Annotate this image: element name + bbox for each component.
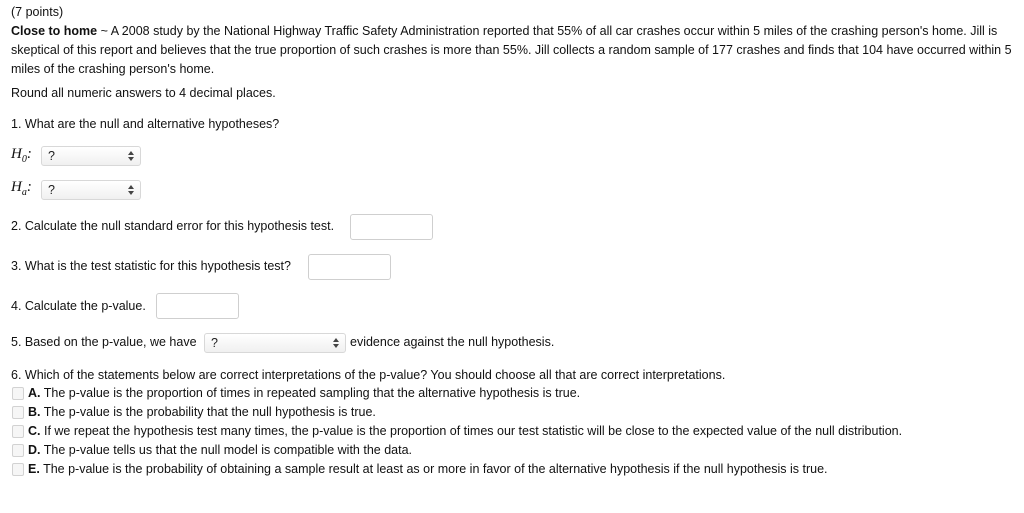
q2-label: 2. Calculate the null standard error for this hypothesis test. (11, 219, 335, 233)
h0-select-value: ? (48, 149, 55, 163)
option-text: If we repeat the hypothesis test many times, the p-value is the proportion of times our test statistic will be close to the expected value of the null distribution. (43, 424, 903, 438)
rounding-note: Round all numeric answers to 4 decimal places. (11, 86, 276, 100)
ha-colon: : (26, 179, 32, 195)
option-d[interactable] (28, 443, 412, 457)
q5-label: 5. Based on the p-value, we have (11, 335, 197, 349)
option-letter: D. (28, 443, 41, 457)
updown-arrow-icon (128, 151, 134, 161)
option-text: The p-value tells us that the null model is compatible with the data. (43, 443, 413, 457)
problem-text (11, 22, 1017, 79)
updown-arrow-icon (128, 185, 134, 195)
ha-subscript: a (21, 187, 27, 198)
option-letter: C. (28, 424, 41, 438)
q1-label: 1. What are the null and alternative hypotheses? (11, 117, 280, 131)
option-e-checkbox[interactable] (12, 463, 24, 476)
option-text: The p-value is the probability of obtaining a sample result at least as or more in favor of the alternative hypothesis if the null hypothesis is true. (43, 462, 828, 476)
option-text: The p-value is the proportion of times in repeated sampling that the alternative hypothesis is true. (43, 386, 581, 400)
option-a[interactable] (28, 386, 580, 400)
h0-symbol: H (11, 146, 22, 162)
option-text: The p-value is the probability that the null hypothesis is true. (43, 405, 376, 419)
q3-test-statistic-input[interactable] (308, 254, 391, 280)
problem-title: Close to home (11, 24, 98, 38)
problem-intro (11, 3, 1017, 79)
option-letter: B. (28, 405, 41, 419)
option-a-checkbox[interactable] (12, 387, 24, 400)
q5-evidence-select[interactable] (204, 333, 346, 353)
points-label: (7 points) (11, 5, 64, 19)
updown-arrow-icon (333, 338, 339, 348)
h0-subscript: 0 (21, 154, 27, 165)
ha-symbol: H (11, 179, 22, 195)
option-b-checkbox[interactable] (12, 406, 24, 419)
q2-standard-error-input[interactable] (350, 214, 433, 240)
q6-label: 6. Which of the statements below are correct interpretations of the p-value? You should choose all that are correct interpretations. (11, 368, 726, 382)
h0-select[interactable] (41, 146, 141, 166)
option-b[interactable] (28, 405, 376, 419)
option-d-checkbox[interactable] (12, 444, 24, 457)
title-separator: ~ (97, 24, 111, 38)
q5-suffix: evidence against the null hypothesis. (350, 335, 555, 349)
option-c-checkbox[interactable] (12, 425, 24, 438)
h0-label (11, 146, 32, 165)
problem-body: A 2008 study by the National Highway Traffic Safety Administration reported that 55% of all car crashes occur within 5 miles of the crashing person's home. Jill is skeptical of this report and believes that the true proportion of such crashes is more than 55%. Jill collects a random sample of 177 crashes and finds that 104 have occurred within 5 miles of the crashing person's home. (11, 24, 1012, 76)
option-letter: A. (28, 386, 41, 400)
option-c[interactable] (28, 424, 902, 438)
ha-label (11, 179, 32, 198)
h0-colon: : (26, 146, 32, 162)
option-e[interactable] (28, 462, 828, 476)
ha-select[interactable] (41, 180, 141, 200)
q3-label: 3. What is the test statistic for this hypothesis test? (11, 259, 291, 273)
q4-p-value-input[interactable] (156, 293, 239, 319)
ha-select-value: ? (48, 183, 55, 197)
q4-label: 4. Calculate the p-value. (11, 299, 146, 313)
q5-select-value: ? (211, 336, 218, 350)
option-letter: E. (28, 462, 40, 476)
